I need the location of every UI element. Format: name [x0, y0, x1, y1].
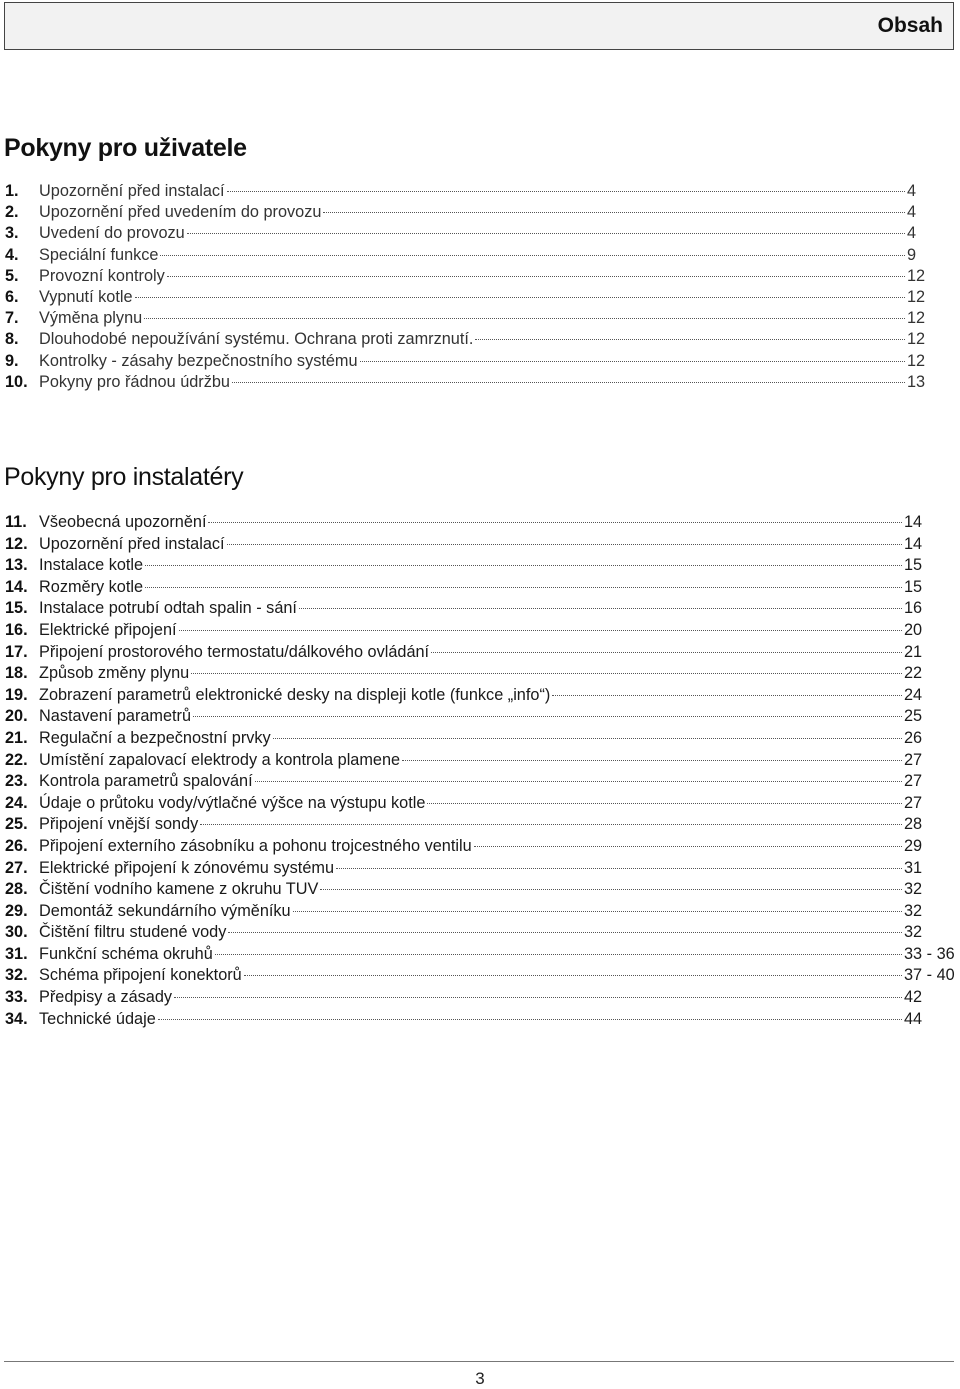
toc-leader-dots	[431, 652, 902, 653]
toc-entry-page: 12	[907, 351, 926, 370]
toc-leader-dots	[293, 911, 902, 912]
toc-entry-number: 25.	[5, 815, 28, 834]
toc-entry-page: 33 - 36	[904, 944, 955, 963]
toc-entry-title: Čištění vodního kamene z okruhu TUV	[39, 880, 319, 899]
toc-entry-page: 44	[904, 1009, 923, 1028]
toc-entry-number: 4.	[5, 245, 19, 264]
toc-entry-page: 27	[904, 750, 923, 769]
toc-entry-number: 17.	[5, 642, 28, 661]
toc-entry-number: 14.	[5, 577, 28, 596]
toc-leader-dots	[187, 233, 905, 234]
toc-leader-dots	[244, 975, 902, 976]
toc-leader-dots	[191, 673, 902, 674]
toc-entry	[5, 923, 955, 945]
toc-entry	[5, 729, 955, 751]
toc-entry	[5, 621, 955, 643]
toc-leader-dots	[255, 781, 902, 782]
toc-entry	[5, 513, 955, 535]
toc-entry-number: 5.	[5, 266, 19, 285]
toc-leader-dots	[145, 587, 902, 588]
toc-entry-title: Čištění filtru studené vody	[39, 923, 227, 942]
toc-leader-dots	[193, 716, 902, 717]
toc-entry-page: 14	[904, 513, 923, 531]
toc-entry-page: 32	[904, 901, 923, 920]
toc-entry-page: 27	[904, 772, 923, 791]
toc-entry-number: 29.	[5, 901, 28, 920]
toc-entry	[5, 707, 955, 729]
toc-entry-title: Umístění zapalovací elektrody a kontrola plamene	[39, 750, 401, 769]
toc-entry-number: 33.	[5, 988, 28, 1007]
toc-leader-dots	[323, 212, 905, 213]
toc-entry-title: Regulační a bezpečnostní prvky	[39, 728, 271, 747]
toc-leader-dots	[427, 803, 902, 804]
toc-entry	[5, 772, 955, 794]
toc-entry	[5, 902, 955, 924]
toc-entry-page: 12	[907, 309, 926, 328]
toc-entry-page: 32	[904, 880, 923, 899]
section-heading-installer: Pokyny pro instalatéry	[4, 463, 244, 491]
toc-entry-page: 24	[904, 685, 923, 704]
toc-entry-page: 9	[907, 245, 917, 264]
toc-leader-dots	[179, 630, 902, 631]
toc-entry-title: Dlouhodobé nepoužívání systému. Ochrana proti zamrznutí.	[39, 330, 474, 349]
toc-leader-dots	[145, 565, 902, 566]
toc-entry	[5, 556, 955, 578]
toc-entry-page: 29	[904, 836, 923, 855]
header-title: Obsah	[877, 14, 943, 37]
toc-leader-dots	[227, 544, 902, 545]
toc-entry-number: 23.	[5, 772, 28, 791]
toc-entry-title: Připojení prostorového termostatu/dálkového ovládání	[39, 642, 430, 661]
toc-leader-dots	[227, 191, 905, 192]
toc-entry-number: 6.	[5, 287, 19, 306]
toc-list-user	[5, 182, 955, 394]
toc-entry-title: Provozní kontroly	[39, 266, 165, 285]
toc-entry-page: 26	[904, 728, 923, 747]
toc-entry-title: Elektrické připojení	[39, 620, 177, 639]
toc-entry-title: Funkční schéma okruhů	[39, 944, 213, 963]
toc-entry-title: Instalace kotle	[39, 556, 144, 575]
toc-leader-dots	[135, 297, 905, 298]
toc-entry-page: 12	[907, 266, 926, 285]
toc-entry-page: 22	[904, 664, 923, 683]
toc-entry-page: 4	[907, 182, 917, 200]
toc-entry-page: 14	[904, 534, 923, 553]
toc-entry-page: 32	[904, 923, 923, 942]
toc-entry	[5, 664, 955, 686]
toc-entry-number: 31.	[5, 944, 28, 963]
toc-leader-dots	[336, 868, 902, 869]
toc-entry	[5, 267, 955, 288]
toc-entry-title: Výměna plynu	[39, 309, 143, 328]
toc-leader-dots	[402, 760, 902, 761]
toc-entry-page: 21	[904, 642, 923, 661]
toc-entry-title: Uvedení do provozu	[39, 224, 185, 243]
toc-leader-dots	[299, 608, 902, 609]
toc-entry-number: 2.	[5, 203, 19, 222]
toc-entry	[5, 578, 955, 600]
toc-entry-number: 9.	[5, 351, 19, 370]
toc-entry-number: 21.	[5, 728, 28, 747]
toc-entry-page: 4	[907, 203, 917, 222]
toc-entry-number: 12.	[5, 534, 28, 553]
toc-leader-dots	[232, 382, 905, 383]
toc-entry-title: Schéma připojení konektorů	[39, 966, 242, 985]
toc-entry-number: 30.	[5, 923, 28, 942]
toc-entry	[5, 988, 955, 1010]
toc-entry-title: Kontrola parametrů spalování	[39, 772, 253, 791]
toc-entry	[5, 859, 955, 881]
header-bar	[4, 2, 954, 50]
toc-entry-page: 37 - 40	[904, 966, 955, 985]
toc-leader-dots	[167, 276, 905, 277]
toc-entry-title: Zobrazení parametrů elektronické desky na displeji kotle (funkce „info“)	[39, 685, 551, 704]
toc-entry-number: 8.	[5, 330, 19, 349]
toc-entry-number: 18.	[5, 664, 28, 683]
toc-entry-title: Nastavení parametrů	[39, 707, 192, 726]
toc-leader-dots	[160, 255, 905, 256]
toc-leader-dots	[474, 846, 902, 847]
toc-entry-page: 4	[907, 224, 917, 243]
toc-entry	[5, 599, 955, 621]
footer-rule	[4, 1361, 954, 1362]
section-heading-user: Pokyny pro uživatele	[4, 134, 247, 162]
toc-entry-page: 42	[904, 988, 923, 1007]
toc-leader-dots	[200, 824, 902, 825]
page-number: 3	[475, 1369, 485, 1388]
toc-entry	[5, 966, 955, 988]
toc-entry	[5, 794, 955, 816]
toc-entry-number: 7.	[5, 309, 19, 328]
toc-entry	[5, 203, 955, 224]
toc-leader-dots	[475, 339, 905, 340]
toc-entry	[5, 246, 955, 267]
toc-entry-title: Údaje o průtoku vody/výtlačné výšce na výstupu kotle	[39, 793, 426, 812]
toc-entry-number: 22.	[5, 750, 28, 769]
toc-entry-title: Demontáž sekundárního výměníku	[39, 901, 291, 920]
toc-entry-title: Elektrické připojení k zónovému systému	[39, 858, 334, 877]
toc-leader-dots	[552, 695, 902, 696]
toc-entry-title: Speciální funkce	[39, 245, 159, 264]
toc-entry-number: 20.	[5, 707, 28, 726]
toc-entry-title: Upozornění před instalací	[39, 534, 225, 553]
toc-leader-dots	[158, 1019, 902, 1020]
toc-entry-page: 27	[904, 793, 923, 812]
toc-entry-title: Připojení vnější sondy	[39, 815, 199, 834]
toc-entry-number: 10.	[5, 372, 28, 391]
toc-leader-dots	[320, 889, 902, 890]
toc-entry	[5, 182, 955, 203]
toc-entry-number: 32.	[5, 966, 28, 985]
toc-entry-title: Pokyny pro řádnou údržbu	[39, 372, 230, 391]
toc-entry-page: 25	[904, 707, 923, 726]
toc-entry	[5, 224, 955, 245]
toc-entry	[5, 837, 955, 859]
toc-leader-dots	[208, 522, 902, 523]
toc-entry-number: 34.	[5, 1009, 28, 1028]
toc-entry-page: 31	[904, 858, 923, 877]
toc-entry	[5, 643, 955, 665]
toc-entry-page: 12	[907, 330, 926, 349]
toc-entry	[5, 535, 955, 557]
toc-entry	[5, 330, 955, 351]
toc-entry-page: 20	[904, 620, 923, 639]
toc-entry-page: 15	[904, 556, 923, 575]
toc-list-installer	[5, 513, 955, 1031]
toc-entry-title: Předpisy a zásady	[39, 988, 173, 1007]
toc-entry	[5, 880, 955, 902]
toc-entry-number: 15.	[5, 599, 28, 618]
toc-entry-number: 11.	[5, 513, 27, 531]
toc-leader-dots	[360, 361, 905, 362]
toc-entry	[5, 945, 955, 967]
toc-entry-number: 27.	[5, 858, 28, 877]
toc-entry-title: Instalace potrubí odtah spalin - sání	[39, 599, 297, 618]
toc-entry-page: 13	[907, 372, 926, 391]
toc-entry-title: Technické údaje	[39, 1009, 156, 1028]
toc-entry-title: Připojení externího zásobníku a pohonu trojcestného ventilu	[39, 836, 472, 855]
toc-entry-title: Rozměry kotle	[39, 577, 144, 596]
toc-entry-title: Upozornění před instalací	[39, 182, 225, 200]
toc-entry	[5, 373, 955, 394]
toc-entry	[5, 352, 955, 373]
toc-entry-number: 1.	[5, 182, 19, 200]
toc-entry	[5, 686, 955, 708]
toc-entry-page: 15	[904, 577, 923, 596]
toc-entry-title: Kontrolky - zásahy bezpečnostního systému	[39, 351, 358, 370]
toc-entry-title: Všeobecná upozornění	[39, 513, 207, 531]
toc-entry	[5, 815, 955, 837]
toc-entry	[5, 288, 955, 309]
toc-entry-number: 26.	[5, 836, 28, 855]
toc-leader-dots	[144, 318, 905, 319]
toc-entry-page: 12	[907, 287, 926, 306]
toc-entry-number: 13.	[5, 556, 28, 575]
toc-entry-title: Upozornění před uvedením do provozu	[39, 203, 322, 222]
toc-entry-page: 16	[904, 599, 923, 618]
toc-entry-number: 3.	[5, 224, 19, 243]
toc-entry-title: Vypnutí kotle	[39, 287, 133, 306]
toc-entry	[5, 309, 955, 330]
toc-entry	[5, 1010, 955, 1032]
toc-leader-dots	[273, 738, 902, 739]
toc-entry-number: 28.	[5, 880, 28, 899]
toc-leader-dots	[228, 932, 902, 933]
toc-entry-number: 19.	[5, 685, 28, 704]
toc-entry-page: 28	[904, 815, 923, 834]
toc-entry	[5, 751, 955, 773]
toc-leader-dots	[215, 954, 902, 955]
toc-entry-number: 16.	[5, 620, 28, 639]
toc-entry-number: 24.	[5, 793, 28, 812]
toc-leader-dots	[174, 997, 902, 998]
toc-entry-title: Způsob změny plynu	[39, 664, 190, 683]
